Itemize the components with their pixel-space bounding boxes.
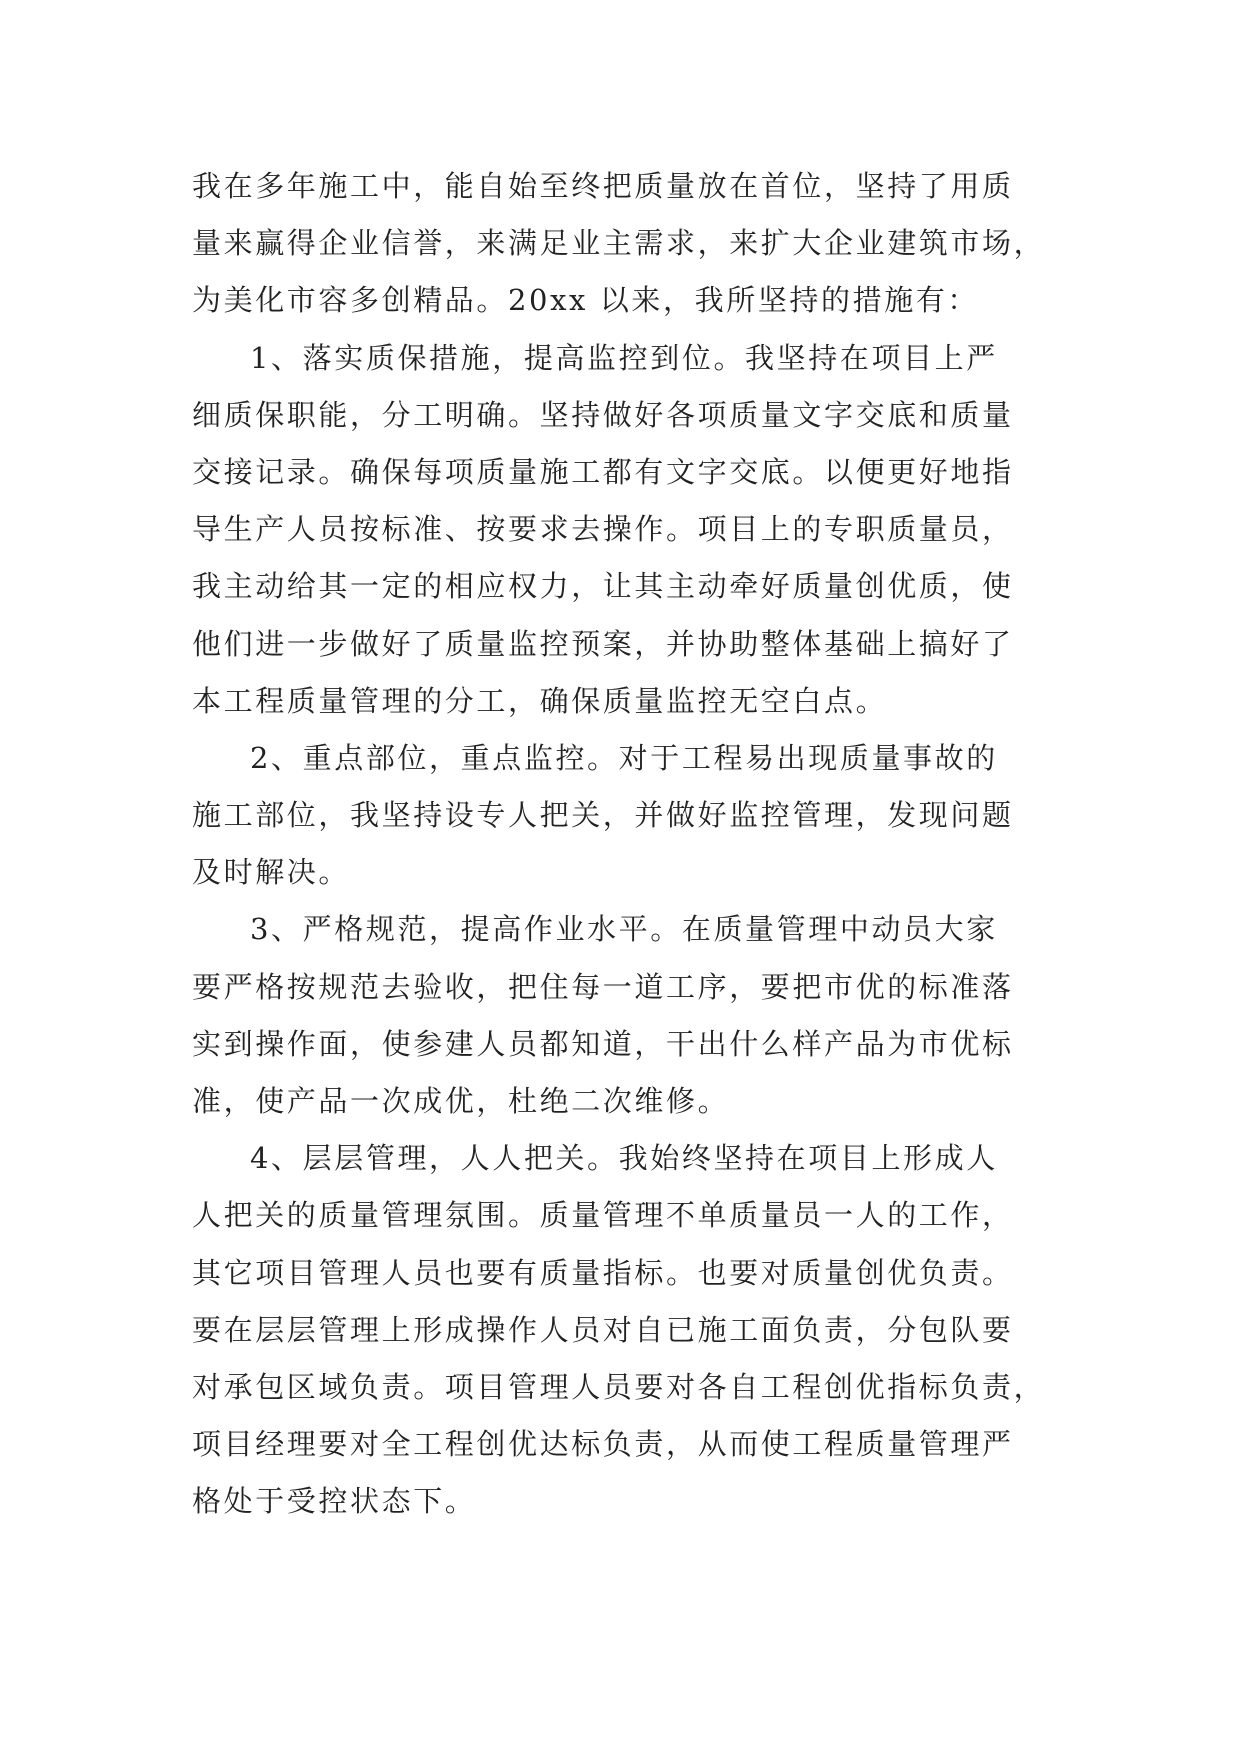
measure-2-paragraph <box>192 730 1052 902</box>
text-line: 对承包区域负责。项目管理人员要对各自工程创优指标负责， <box>192 1369 1046 1404</box>
text-line: 项目经理要对全工程创优达标负责，从而使工程质量管理严 <box>192 1427 1014 1462</box>
text-line: 他们进一步做好了质量监控预案，并协助整体基础上搞好了 <box>192 626 1014 661</box>
text-line: 格处于受控状态下。 <box>192 1484 477 1519</box>
text-line: 要严格按规范去验收，把住每一道工序，要把市优的标准落 <box>192 969 1014 1004</box>
text-line: 准，使产品一次成优，杜绝二次维修。 <box>192 1084 730 1118</box>
text-line: 其它项目管理人员也要有质量指标。也要对质量创优负责。 <box>192 1255 1014 1290</box>
text-line: 我主动给其一定的相应权力，让其主动牵好质量创优质，使 <box>192 569 1014 604</box>
text-line: 2、重点部位，重点监控。对于工程易出现质量事故的 <box>250 740 998 775</box>
intro-paragraph <box>192 158 1052 330</box>
text-line: 量来赢得企业信誉，来满足业主需求，来扩大企业建筑市场， <box>192 226 1046 261</box>
text-line: 要在层层管理上形成操作人员对自已施工面负责，分包队要 <box>192 1312 1014 1347</box>
text-line: 实到操作面，使参建人员都知道，干出什么样产品为市优标 <box>192 1026 1014 1061</box>
text-line: 导生产人员按标准、按要求去操作。项目上的专职质量员， <box>192 512 1014 547</box>
measure-3-paragraph <box>192 901 1052 1130</box>
text-line: 施工部位，我坚持设专人把关，并做好监控管理，发现问题 <box>192 798 1014 833</box>
document-body <box>192 158 1052 1531</box>
text-line: 人把关的质量管理氛围。质量管理不单质量员一人的工作， <box>192 1198 1014 1233</box>
measure-1-paragraph <box>192 330 1052 730</box>
text-line: 1、落实质保措施，提高监控到位。我坚持在项目上严 <box>250 340 998 375</box>
text-line: 细质保职能，分工明确。坚持做好各项质量文字交底和质量 <box>192 397 1014 432</box>
text-line: 及时解决。 <box>192 855 351 890</box>
text-line: 本工程质量管理的分工，确保质量监控无空白点。 <box>192 683 888 718</box>
text-line: 我在多年施工中，能自始至终把质量放在首位，坚持了用质 <box>192 169 1014 203</box>
text-line: 4、层层管理，人人把关。我始终坚持在项目上形成人 <box>250 1141 998 1176</box>
measure-4-paragraph <box>192 1130 1052 1530</box>
text-line: 3、严格规范，提高作业水平。在质量管理中动员大家 <box>250 912 998 947</box>
text-line: 为美化市容多创精品。20xx 以来，我所坚持的措施有： <box>192 283 980 318</box>
text-line: 交接记录。确保每项质量施工都有文字交底。以便更好地指 <box>192 454 1014 489</box>
